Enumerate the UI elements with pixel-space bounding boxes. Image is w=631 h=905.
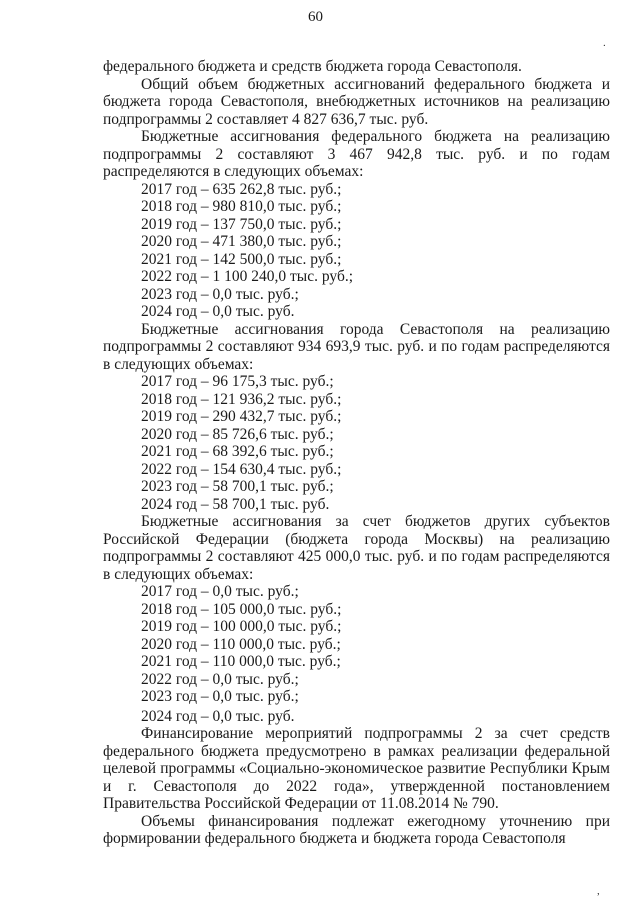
sevastopol-budget-years-list: [103, 373, 610, 513]
other-subjects-years-list: [103, 583, 610, 725]
page-number: 60: [308, 9, 323, 25]
list-item: 2019 год – 290 432,7 тыс. руб.;: [141, 408, 342, 425]
list-item: 2022 год – 1 100 240,0 тыс. руб.;: [141, 268, 354, 285]
list-item: 2020 год – 471 380,0 тыс. руб.;: [141, 233, 342, 250]
list-item: 2024 год – 58 700,1 тыс. руб.: [141, 495, 330, 513]
list-item: 2024 год – 0,0 тыс. руб.: [141, 707, 295, 725]
list-item: 2023 год – 0,0 тыс. руб.;: [141, 688, 299, 705]
paragraph-continuation: федерального бюджета и средств бюджета города Севастополя.: [103, 58, 522, 75]
paragraph-sevastopol-budget: Бюджетные ассигнования города Севастополя на реализацию подпрограммы 2 составляют 934 693,9 тыс. руб. и по годам распределяются в следующих объемах:: [103, 320, 610, 373]
paragraph-other-subjects-budget: Бюджетные ассигнования за счет бюджетов других субъектов Российской Федерации (бюджета города Москвы) на реализацию подпрограммы 2 составляют 425 000,0 тыс. руб. и по годам распределяются в следующих объемах:: [103, 513, 610, 583]
list-item: 2022 год – 154 630,4 тыс. руб.;: [141, 460, 342, 478]
list-item: 2017 год – 635 262,8 тыс. руб.;: [141, 180, 342, 198]
list-item: 2018 год – 980 810,0 тыс. руб.;: [141, 198, 342, 215]
federal-budget-years-list: [103, 181, 610, 321]
list-item: 2017 год – 96 175,3 тыс. руб.;: [141, 373, 334, 390]
list-item: 2019 год – 137 750,0 тыс. руб.;: [141, 215, 342, 233]
list-item: 2018 год – 121 936,2 тыс. руб.;: [141, 390, 342, 408]
paragraph-federal-program: Финансирование мероприятий подпрограммы 2 за счет средств федерального бюджета предусмотрено в рамках реализации федеральной целевой программы «Социально-экономическое развитие Республики Крым и г. Севастополя до 2022 года», утвержденной постановлением Правительства Российской Федерации от 11.08.2014 № 790.: [103, 725, 610, 812]
scan-mark-bottom: ,: [597, 885, 600, 897]
list-item: 2022 год – 0,0 тыс. руб.;: [141, 670, 299, 688]
list-item: 2018 год – 105 000,0 тыс. руб.;: [141, 600, 342, 618]
document-body: [103, 58, 610, 848]
list-item: 2019 год – 100 000,0 тыс. руб.;: [141, 618, 342, 635]
list-item: 2024 год – 0,0 тыс. руб.: [141, 303, 295, 320]
list-item: 2017 год – 0,0 тыс. руб.;: [141, 583, 299, 600]
paragraph-total-volume: Общий объем бюджетных ассигнований федерального бюджета и бюджета города Севастополя, внебюджетных источников на реализацию подпрограммы 2 составляет 4 827 636,7 тыс. руб.: [103, 75, 610, 128]
list-item: 2020 год – 85 726,6 тыс. руб.;: [141, 425, 334, 443]
list-item: 2021 год – 110 000,0 тыс. руб.;: [141, 653, 341, 670]
list-item: 2023 год – 58 700,1 тыс. руб.;: [141, 478, 334, 495]
paragraph-federal-budget: Бюджетные ассигнования федерального бюджета на реализацию подпрограммы 2 составляют 3 467 942,8 тыс. руб. и по годам распределяются в следующих объемах:: [103, 128, 610, 180]
paragraph-annual-adjustment: Объемы финансирования подлежат ежегодному уточнению при формировании федерального бюджета и бюджета города Севастополя: [103, 812, 610, 847]
list-item: 2023 год – 0,0 тыс. руб.;: [141, 285, 299, 303]
list-item: 2020 год – 110 000,0 тыс. руб.;: [141, 635, 341, 653]
list-item: 2021 год – 68 392,6 тыс. руб.;: [141, 443, 334, 460]
list-item: 2021 год – 142 500,0 тыс. руб.;: [141, 250, 342, 268]
scan-mark-top: .: [603, 37, 606, 49]
